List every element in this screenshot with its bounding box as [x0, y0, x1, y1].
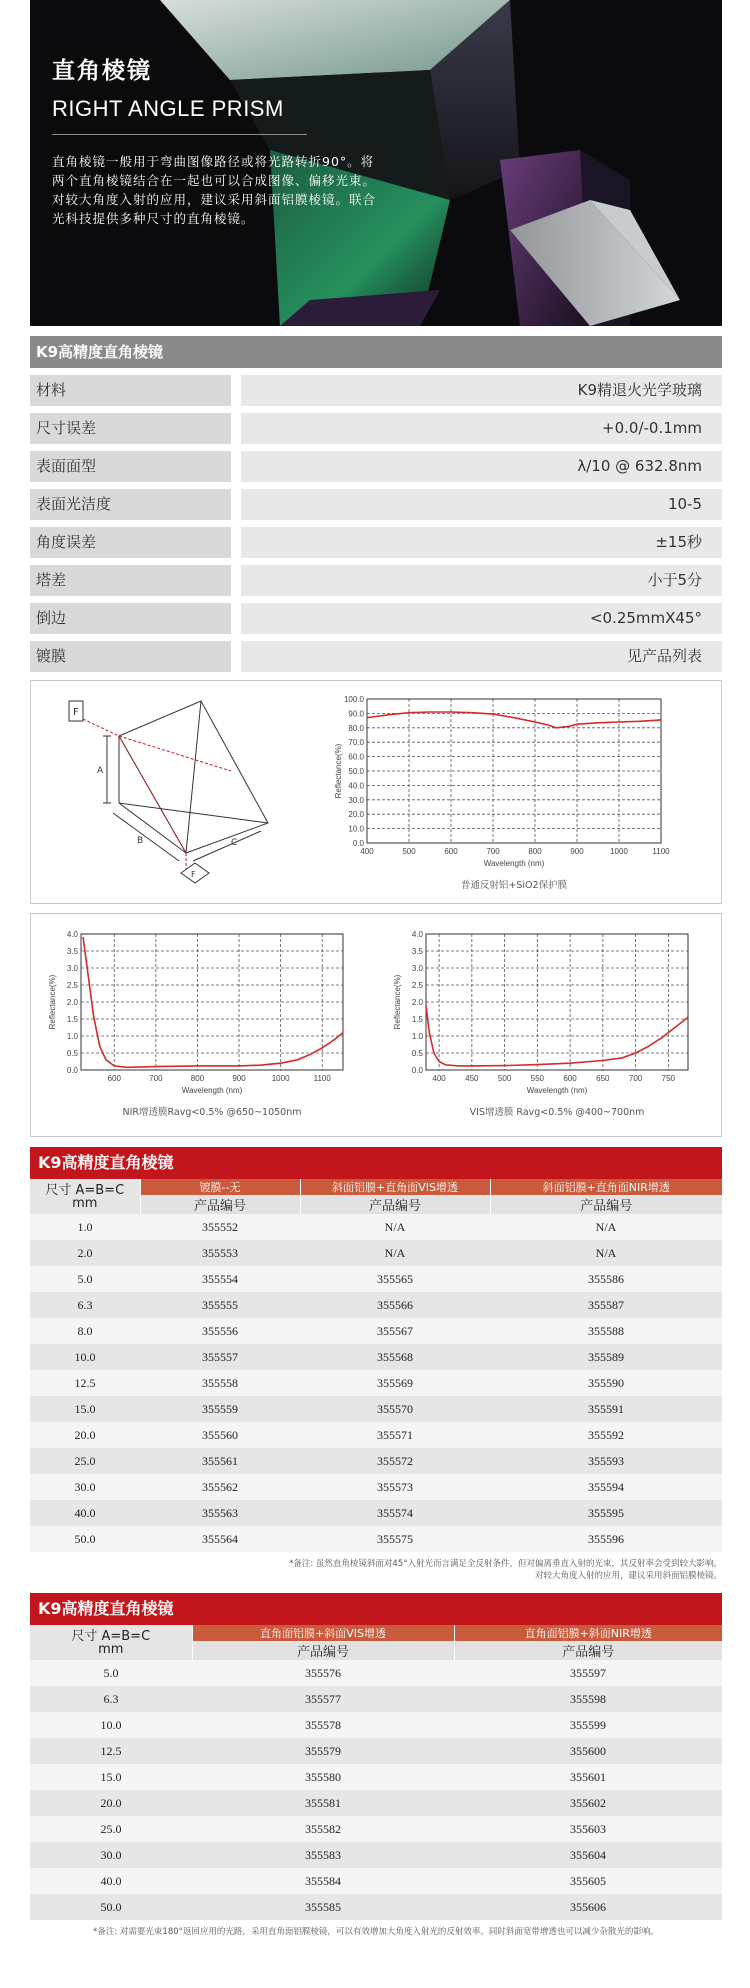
size-cell: 15.0 [30, 1396, 140, 1422]
y-tick-label: 80.0 [348, 723, 364, 733]
table-row [30, 1868, 722, 1894]
data-point [648, 1046, 649, 1047]
data-point [280, 1063, 281, 1064]
spec-row [30, 489, 722, 520]
product-code-cell: 355570 [300, 1396, 490, 1422]
y-tick-label: 1.5 [411, 1015, 423, 1024]
coating-header-vis: 直角面铝膜+斜面VIS增透 [192, 1625, 454, 1641]
data-point [309, 1054, 310, 1055]
product-code-cell: 355588 [490, 1318, 722, 1344]
spec-key: 镀膜 [30, 641, 231, 672]
size-cell: 2.0 [30, 1240, 140, 1266]
size-cell: 5.0 [30, 1660, 192, 1686]
y-tick-label: 2.5 [411, 981, 423, 990]
y-tick-label: 1.0 [411, 1032, 423, 1041]
y-tick-label: 2.0 [411, 998, 423, 1007]
product-code-cell: 355552 [140, 1214, 300, 1240]
table-row [30, 1344, 722, 1370]
product-code-cell: 355603 [454, 1816, 722, 1842]
data-point [639, 721, 640, 722]
x-tick-label: 1000 [610, 847, 628, 856]
product-code-cell: 355590 [490, 1370, 722, 1396]
x-tick-label: 500 [497, 1074, 512, 1083]
spec-row [30, 375, 722, 406]
table-row [30, 1790, 722, 1816]
size-cell: 10.0 [30, 1344, 140, 1370]
data-point [87, 967, 88, 968]
data-point [597, 722, 598, 723]
size-column-header: 尺寸 A=B=C mm [30, 1179, 140, 1214]
product-code-cell: 355562 [140, 1474, 300, 1500]
product-code-cell: 355598 [454, 1686, 722, 1712]
x-tick-label: 700 [486, 847, 500, 856]
x-tick-label: 800 [190, 1074, 205, 1083]
product-code-cell: 355600 [454, 1738, 722, 1764]
table-1-note: *备注: 虽然直角棱镜斜面对45°入射光而言满足全反射条件，但对偏离垂直入射的光束，其反射率会受到较大影响。 对较大角度入射的应用，建议采用斜面铝膜棱镜。 [289, 1559, 722, 1581]
product-code-cell: 355568 [300, 1344, 490, 1370]
table-row [30, 1816, 722, 1842]
x-tick-label: 1000 [271, 1074, 290, 1083]
product-code-cell: 355579 [192, 1738, 454, 1764]
spec-row [30, 565, 722, 596]
table-row [30, 1370, 722, 1396]
product-code-cell: 355560 [140, 1422, 300, 1448]
data-point [450, 711, 451, 712]
data-point [471, 1065, 472, 1066]
size-cell: 30.0 [30, 1842, 192, 1868]
y-tick-label: 90.0 [348, 709, 364, 719]
size-cell: 20.0 [30, 1790, 192, 1816]
spec-value: 10-5 [241, 489, 722, 520]
diagram-label-f-bottom: F [191, 870, 196, 879]
hero-divider [52, 134, 307, 135]
y-tick-label: 0.5 [66, 1049, 78, 1058]
diagram-label-a: A [97, 766, 104, 776]
coating-header-nir: 斜面铝膜+直角面NIR增透 [490, 1179, 722, 1195]
data-point [238, 1065, 239, 1066]
diagram-label-b: B [137, 836, 144, 846]
table-row [30, 1448, 722, 1474]
data-point [687, 1017, 688, 1018]
product-code-cell: N/A [300, 1240, 490, 1266]
data-point [126, 1067, 127, 1068]
figure-panel-aluminum [30, 680, 722, 904]
chart-aluminum-reflectance [331, 681, 711, 903]
x-tick-label: 700 [628, 1074, 643, 1083]
size-cell: 6.3 [30, 1686, 192, 1712]
spec-row [30, 451, 722, 482]
table-row [30, 1500, 722, 1526]
x-tick-label: 700 [149, 1074, 163, 1083]
size-cell: 8.0 [30, 1318, 140, 1344]
spec-value: K9精退火光学玻璃 [241, 375, 722, 406]
size-cell: 15.0 [30, 1764, 192, 1790]
spec-key: 表面光洁度 [30, 489, 231, 520]
data-point [429, 1032, 430, 1033]
product-table-2-title: K9高精度直角棱镜 [30, 1593, 722, 1625]
spec-table [30, 375, 722, 672]
product-code-cell: 355578 [192, 1712, 454, 1738]
product-code-cell: 355556 [140, 1318, 300, 1344]
y-tick-label: 1.0 [66, 1032, 78, 1041]
y-axis-label: Reflectance(%) [334, 743, 343, 799]
x-tick-label: 450 [465, 1074, 479, 1083]
data-point [197, 1065, 198, 1066]
y-tick-label: 60.0 [348, 752, 364, 762]
data-point [105, 1059, 106, 1060]
size-cell: 5.0 [30, 1266, 140, 1292]
x-tick-label: 600 [107, 1074, 121, 1083]
product-code-cell: 355554 [140, 1266, 300, 1292]
data-point [445, 1064, 446, 1065]
coating-header-nir: 直角面铝膜+斜面NIR增透 [454, 1625, 722, 1641]
table-row [30, 1240, 722, 1266]
prism-dimension-diagram [31, 681, 331, 903]
product-code-cell: 355583 [192, 1842, 454, 1868]
data-point [99, 1046, 100, 1047]
data-point [458, 1065, 459, 1066]
product-code-cell: 355553 [140, 1240, 300, 1266]
size-cell: 50.0 [30, 1894, 192, 1920]
product-code-cell: 355595 [490, 1500, 722, 1526]
size-cell: 1.0 [30, 1214, 140, 1240]
data-point [297, 1059, 298, 1060]
product-code-cell: N/A [300, 1214, 490, 1240]
y-tick-label: 0.5 [411, 1049, 423, 1058]
spec-key: 表面面型 [30, 451, 231, 482]
data-point [622, 1057, 623, 1058]
table-row [30, 1214, 722, 1240]
product-code-cell: 355592 [490, 1422, 722, 1448]
y-tick-label: 0.0 [66, 1066, 78, 1075]
product-table-2 [30, 1593, 722, 1938]
hero-description: 直角棱镜一般用于弯曲图像路径或将光路转折90°。将两个直角棱镜结合在一起也可以合成图像、偏移光束。对较大角度入射的应用，建议采用斜面铝膜棱镜。联合光科技提供多种尺寸的直角棱镜。 [52, 154, 377, 226]
product-page [30, 0, 722, 1938]
product-code-cell: 355577 [192, 1686, 454, 1712]
spec-key: 倒边 [30, 603, 231, 634]
spec-key: 尺寸误差 [30, 413, 231, 444]
chart-caption: VIS增透膜 Ravg<0.5% @400~700nm [469, 1107, 645, 1118]
product-code-cell: 355584 [192, 1868, 454, 1894]
size-cell: 50.0 [30, 1526, 140, 1552]
data-point [618, 721, 619, 722]
table-row [30, 1526, 722, 1552]
y-tick-label: 4.0 [66, 930, 78, 939]
product-code-cell: 355597 [454, 1660, 722, 1686]
data-point [547, 724, 548, 725]
spec-key: 塔差 [30, 565, 231, 596]
size-cell: 40.0 [30, 1868, 192, 1894]
table-row [30, 1266, 722, 1292]
y-tick-label: 50.0 [348, 767, 364, 776]
y-axis-label: Reflectance(%) [393, 974, 402, 1030]
product-code-cell: 355594 [490, 1474, 722, 1500]
data-point [259, 1065, 260, 1066]
table-row [30, 1842, 722, 1868]
table-row [30, 1292, 722, 1318]
size-column-header: 尺寸 A=B=C mm [30, 1625, 192, 1660]
product-code-cell: 355591 [490, 1396, 722, 1422]
size-cell: 25.0 [30, 1448, 140, 1474]
data-point [366, 717, 367, 718]
y-tick-label: 2.5 [66, 981, 78, 990]
size-cell: 40.0 [30, 1500, 140, 1526]
table-row [30, 1660, 722, 1686]
data-point [155, 1066, 156, 1067]
series-line [367, 712, 661, 728]
table-row [30, 1686, 722, 1712]
product-table-1-title: K9高精度直角棱镜 [30, 1147, 722, 1179]
data-point [661, 1037, 662, 1038]
data-point [439, 1061, 440, 1062]
table-row [30, 1422, 722, 1448]
hero-banner [30, 0, 722, 326]
code-header: 产品编号 [300, 1195, 490, 1214]
table-row [30, 1738, 722, 1764]
data-point [82, 937, 83, 938]
x-tick-label: 500 [402, 847, 416, 856]
table-row [30, 1712, 722, 1738]
spec-key: 角度误差 [30, 527, 231, 558]
hero-title-cn: 直角棱镜 [52, 58, 152, 84]
y-tick-label: 3.0 [411, 964, 423, 973]
table-row [30, 1764, 722, 1790]
x-tick-label: 900 [232, 1074, 246, 1083]
product-code-cell: 355582 [192, 1816, 454, 1842]
table-row [30, 1894, 722, 1920]
y-tick-label: 70.0 [348, 738, 364, 748]
code-header: 产品编号 [490, 1195, 722, 1214]
chart-caption: NIR增透膜Ravg<0.5% @650~1050nm [122, 1107, 302, 1118]
data-point [492, 714, 493, 715]
x-tick-label: 400 [432, 1074, 446, 1083]
code-header: 产品编号 [192, 1641, 454, 1660]
data-point [342, 1032, 343, 1033]
x-tick-label: 600 [444, 847, 458, 856]
x-tick-label: 1100 [652, 847, 670, 856]
product-code-cell: 355580 [192, 1764, 454, 1790]
product-code-cell: 355564 [140, 1526, 300, 1552]
x-axis-label: Wavelength (nm) [526, 1086, 588, 1095]
data-point [635, 1052, 636, 1053]
data-point [513, 717, 514, 718]
spec-value: <0.25mmX45° [241, 603, 722, 634]
spec-table-header: K9高精度直角棱镜 [30, 336, 722, 368]
product-code-cell: 355593 [490, 1448, 722, 1474]
data-point [537, 1064, 538, 1065]
product-code-cell: 355586 [490, 1266, 722, 1292]
x-tick-label: 750 [661, 1074, 676, 1083]
x-tick-label: 600 [563, 1074, 577, 1083]
spec-value: +0.0/-0.1mm [241, 413, 722, 444]
data-point [568, 726, 569, 727]
product-code-cell: 355599 [454, 1712, 722, 1738]
x-tick-label: 550 [530, 1074, 545, 1083]
size-cell: 12.5 [30, 1738, 192, 1764]
x-axis-label: Wavelength (nm) [181, 1086, 243, 1095]
y-tick-label: 40.0 [348, 781, 364, 791]
table-2-note: *备注: 对需要光束180°返回应用的光路，采用直角面铝膜棱镜，可以有效增加大角度入射光的反射效率。同时斜面宽带增透也可以减少杂散光的影响。 [93, 1927, 659, 1937]
chart-nir-ar [31, 914, 361, 1136]
y-tick-label: 30.0 [348, 795, 364, 805]
spec-row [30, 641, 722, 672]
code-header: 产品编号 [140, 1195, 300, 1214]
data-point [555, 727, 556, 728]
y-axis-label: Reflectance(%) [48, 974, 57, 1030]
hero-title-en: RIGHT ANGLE PRISM [52, 96, 284, 121]
x-tick-label: 1100 [313, 1074, 331, 1083]
product-code-cell: 355575 [300, 1526, 490, 1552]
y-tick-label: 1.5 [66, 1015, 78, 1024]
product-code-cell: 355581 [192, 1790, 454, 1816]
product-code-cell: N/A [490, 1240, 722, 1266]
x-tick-label: 650 [596, 1074, 610, 1083]
data-point [471, 712, 472, 713]
data-point [602, 1060, 603, 1061]
y-tick-label: 3.5 [411, 947, 423, 956]
product-code-cell: 355573 [300, 1474, 490, 1500]
diagram-label-c: C [231, 838, 238, 848]
data-point [504, 1065, 505, 1066]
product-code-cell: 355561 [140, 1448, 300, 1474]
product-code-cell: 355602 [454, 1790, 722, 1816]
data-point [570, 1063, 571, 1064]
product-code-cell: N/A [490, 1214, 722, 1240]
table-row [30, 1474, 722, 1500]
spec-row [30, 413, 722, 444]
y-tick-label: 0.0 [352, 839, 364, 848]
data-point [425, 1005, 426, 1006]
y-tick-label: 100.0 [343, 695, 364, 704]
data-point [93, 1015, 94, 1016]
product-code-cell: 355566 [300, 1292, 490, 1318]
product-code-cell: 355572 [300, 1448, 490, 1474]
spec-row [30, 527, 722, 558]
spec-value: 见产品列表 [241, 641, 722, 672]
product-code-cell: 355571 [300, 1422, 490, 1448]
product-code-cell: 355587 [490, 1292, 722, 1318]
product-code-cell: 355559 [140, 1396, 300, 1422]
table-row [30, 1396, 722, 1422]
product-code-cell: 355606 [454, 1894, 722, 1920]
data-point [387, 714, 388, 715]
product-code-cell: 355557 [140, 1344, 300, 1370]
chart-vis-ar [376, 914, 706, 1136]
product-code-cell: 355569 [300, 1370, 490, 1396]
spec-value: 小于5分 [241, 565, 722, 596]
data-point [429, 711, 430, 712]
product-code-cell: 355563 [140, 1500, 300, 1526]
size-cell: 30.0 [30, 1474, 140, 1500]
size-cell: 6.3 [30, 1292, 140, 1318]
chart-caption: 普通反射铝+SiO2保护膜 [460, 880, 568, 891]
product-code-cell: 355604 [454, 1842, 722, 1868]
y-tick-label: 20.0 [348, 810, 364, 820]
product-code-cell: 355555 [140, 1292, 300, 1318]
coating-header-vis: 斜面铝膜+直角面VIS增透 [300, 1179, 490, 1195]
y-tick-label: 2.0 [66, 998, 78, 1007]
product-code-cell: 355596 [490, 1526, 722, 1552]
product-code-cell: 355576 [192, 1660, 454, 1686]
spec-row [30, 603, 722, 634]
data-point [576, 724, 577, 725]
product-code-cell: 355558 [140, 1370, 300, 1396]
data-point [534, 721, 535, 722]
product-code-cell: 355585 [192, 1894, 454, 1920]
y-tick-label: 4.0 [411, 930, 423, 939]
product-code-cell: 355605 [454, 1868, 722, 1894]
product-code-cell: 355589 [490, 1344, 722, 1370]
spec-key: 材料 [30, 375, 231, 406]
data-point [433, 1052, 434, 1053]
x-tick-label: 800 [528, 847, 542, 856]
x-tick-label: 900 [570, 847, 584, 856]
x-tick-label: 400 [360, 847, 374, 856]
size-cell: 12.5 [30, 1370, 140, 1396]
product-code-cell: 355601 [454, 1764, 722, 1790]
product-code-cell: 355565 [300, 1266, 490, 1292]
x-axis-label: Wavelength (nm) [483, 859, 545, 868]
y-tick-label: 0.0 [411, 1066, 423, 1075]
product-code-cell: 355574 [300, 1500, 490, 1526]
data-point [408, 712, 409, 713]
product-code-cell: 355567 [300, 1318, 490, 1344]
data-point [114, 1065, 115, 1066]
size-cell: 20.0 [30, 1422, 140, 1448]
y-tick-label: 3.0 [66, 964, 78, 973]
spec-value: λ/10 @ 632.8nm [241, 451, 722, 482]
data-point [322, 1047, 323, 1048]
diagram-label-f: F [73, 707, 79, 718]
data-point [674, 1027, 675, 1028]
data-point [660, 719, 661, 720]
product-table-1 [30, 1147, 722, 1582]
size-cell: 10.0 [30, 1712, 192, 1738]
y-tick-label: 3.5 [66, 947, 78, 956]
table-row [30, 1318, 722, 1344]
y-tick-label: 10.0 [348, 824, 364, 834]
size-cell: 25.0 [30, 1816, 192, 1842]
code-header: 产品编号 [454, 1641, 722, 1660]
spec-value: ±15秒 [241, 527, 722, 558]
figure-panel-ar [30, 913, 722, 1137]
data-point [334, 1039, 335, 1040]
coating-header-none: 镀膜--无 [140, 1179, 300, 1195]
